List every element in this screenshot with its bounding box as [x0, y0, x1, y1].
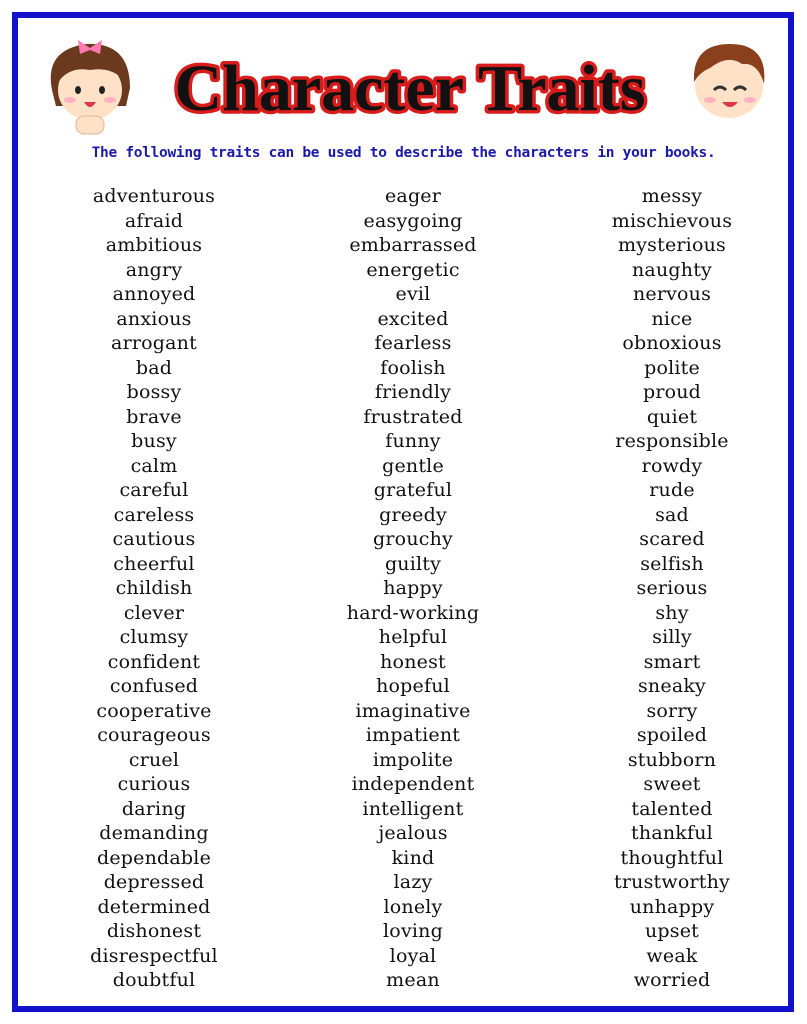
trait-item: determined	[97, 895, 211, 918]
trait-item: independent	[351, 773, 475, 795]
trait-item: mean	[386, 969, 440, 991]
trait-item: arrogant	[111, 332, 197, 354]
trait-item: sad	[655, 503, 689, 526]
trait-item: excited	[377, 307, 449, 330]
trait-item: fearless	[374, 332, 452, 354]
girl-avatar-icon	[42, 30, 138, 138]
trait-item: polite	[644, 356, 700, 379]
trait-item: cooperative	[96, 699, 212, 722]
trait-item: daring	[121, 797, 187, 820]
trait-item: depressed	[103, 871, 205, 893]
trait-item: energetic	[366, 258, 460, 281]
trait-item: hard-working	[346, 601, 480, 624]
trait-item: foolish	[380, 356, 446, 379]
trait-item: thankful	[631, 822, 713, 844]
trait-item: honest	[380, 650, 446, 673]
trait-item: ambitious	[105, 234, 203, 256]
trait-item: kind	[391, 846, 435, 869]
trait-item: lonely	[383, 895, 443, 918]
traits-column-2	[283, 184, 543, 993]
trait-item: smart	[643, 650, 701, 673]
trait-item: shy	[655, 601, 689, 624]
trait-item: upset	[644, 920, 700, 942]
trait-item: cruel	[128, 748, 180, 771]
trait-item: sneaky	[637, 675, 706, 697]
trait-item: mischievous	[611, 209, 733, 232]
traits-column-3	[542, 184, 802, 993]
trait-item: bad	[135, 356, 173, 379]
trait-item: sweet	[643, 773, 701, 795]
trait-item: clever	[123, 601, 185, 624]
trait-item: anxious	[116, 307, 192, 330]
trait-item: worried	[633, 969, 711, 991]
trait-item: childish	[115, 577, 193, 599]
trait-item: hopeful	[376, 675, 450, 697]
trait-item: rude	[649, 479, 695, 501]
trait-item: grateful	[373, 479, 453, 501]
trait-item: trustworthy	[614, 871, 730, 893]
trait-item: rowdy	[641, 454, 703, 477]
trait-item: scared	[639, 528, 705, 550]
trait-item: cautious	[112, 528, 196, 550]
trait-item: embarrassed	[349, 234, 477, 256]
trait-item: stubborn	[627, 748, 717, 771]
trait-item: evil	[395, 283, 431, 305]
trait-item: frustrated	[363, 405, 463, 428]
trait-item: loving	[383, 920, 443, 942]
trait-item: curious	[117, 773, 191, 795]
trait-item: cheerful	[113, 552, 195, 575]
trait-item: selfish	[640, 552, 704, 575]
trait-item: brave	[126, 405, 182, 428]
trait-item: imaginative	[355, 699, 471, 722]
trait-item: busy	[131, 430, 177, 452]
trait-item: annoyed	[112, 283, 196, 305]
trait-item: naughty	[632, 258, 712, 281]
trait-item: doubtful	[112, 969, 196, 991]
trait-item: bossy	[126, 381, 182, 403]
trait-item: lazy	[393, 871, 433, 893]
trait-item: gentle	[382, 454, 444, 477]
trait-item: courageous	[97, 724, 211, 746]
trait-item: weak	[646, 944, 698, 967]
trait-item: silly	[652, 626, 692, 648]
trait-item: afraid	[124, 209, 184, 232]
trait-item: loyal	[389, 944, 437, 967]
trait-item: confused	[109, 675, 199, 697]
trait-item: talented	[631, 797, 713, 820]
trait-item: confident	[107, 650, 201, 673]
trait-item: jealous	[378, 822, 448, 844]
trait-item: guilty	[384, 552, 442, 575]
trait-item: dependable	[96, 846, 212, 869]
trait-item: easygoing	[363, 209, 463, 232]
trait-item: thoughtful	[620, 846, 724, 869]
trait-item: helpful	[378, 626, 448, 648]
trait-item: clumsy	[119, 626, 189, 648]
trait-item: quiet	[646, 405, 698, 428]
trait-item: funny	[385, 430, 441, 452]
trait-item: friendly	[374, 381, 452, 403]
trait-item: adventurous	[92, 185, 216, 207]
trait-item: demanding	[99, 822, 209, 844]
trait-item: responsible	[615, 430, 729, 452]
trait-item: disrespectful	[90, 944, 218, 967]
trait-item: sorry	[646, 699, 698, 722]
trait-item: eager	[384, 185, 442, 207]
trait-item: spoiled	[636, 724, 708, 746]
trait-item: nice	[651, 307, 693, 330]
subtitle: The following traits can be used to describe the characters in your books.	[91, 145, 716, 161]
trait-item: intelligent	[362, 797, 464, 820]
trait-item: mysterious	[618, 234, 726, 256]
trait-item: unhappy	[629, 895, 715, 918]
trait-item: nervous	[632, 283, 712, 305]
trait-item: happy	[383, 577, 443, 599]
trait-item: careful	[119, 479, 189, 501]
trait-item: grouchy	[373, 528, 453, 550]
trait-item: impolite	[372, 748, 454, 771]
trait-item: dishonest	[106, 920, 202, 942]
trait-item: careless	[113, 503, 195, 526]
trait-item: calm	[130, 454, 178, 477]
trait-item: messy	[641, 185, 703, 207]
trait-item: impatient	[365, 724, 461, 746]
trait-item: greedy	[379, 503, 447, 526]
traits-column-1	[24, 184, 284, 993]
boy-avatar-icon	[688, 38, 770, 124]
title-text: Character Traits	[174, 52, 646, 125]
trait-item: serious	[636, 577, 708, 599]
page-title	[160, 48, 660, 128]
trait-item: angry	[125, 258, 183, 281]
trait-item: obnoxious	[622, 332, 722, 354]
trait-item: proud	[642, 381, 702, 403]
